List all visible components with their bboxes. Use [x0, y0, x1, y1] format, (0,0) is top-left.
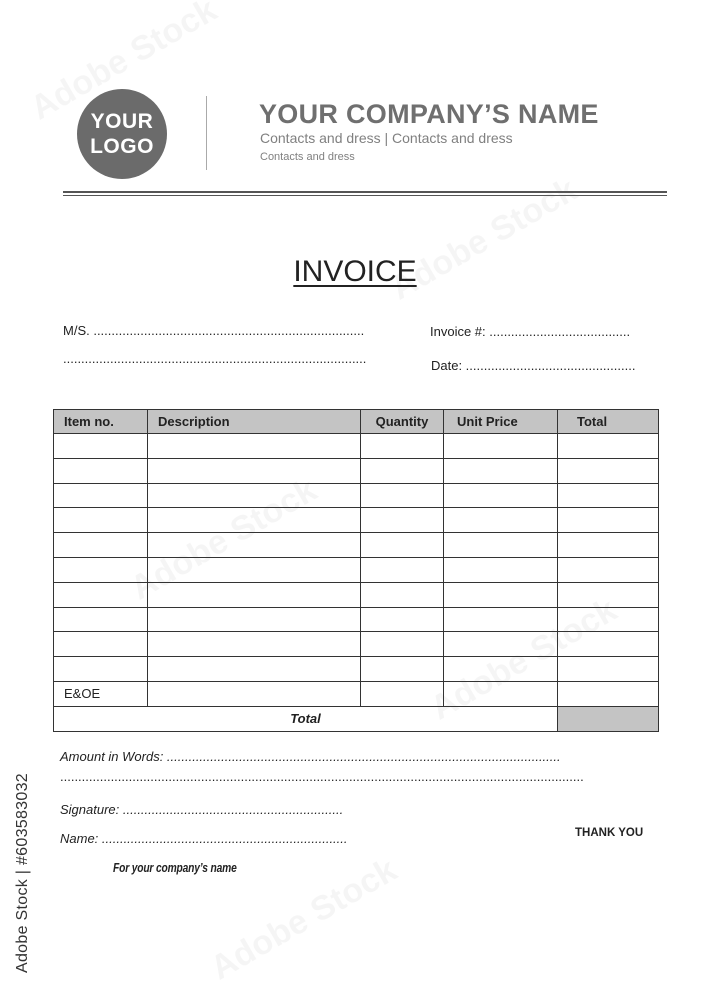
table-cell[interactable] — [558, 681, 659, 706]
table-row — [54, 632, 659, 657]
table-cell[interactable] — [148, 582, 361, 607]
signature-field: Signature: ............................................................. — [60, 802, 344, 817]
table-cell[interactable] — [54, 582, 148, 607]
table-cell[interactable] — [444, 557, 558, 582]
table-cell[interactable] — [361, 557, 444, 582]
table-cell[interactable] — [558, 582, 659, 607]
table-cell[interactable] — [361, 434, 444, 459]
header-rule — [63, 191, 667, 193]
items-table — [53, 409, 659, 732]
ms-field-line2: .................................................................................... — [63, 351, 367, 366]
table-cell[interactable] — [148, 632, 361, 657]
table-cell[interactable] — [444, 508, 558, 533]
table-header-row — [54, 410, 659, 434]
header-item-no: Item no. — [54, 410, 148, 434]
table-cell[interactable] — [148, 458, 361, 483]
header-rule-thin — [63, 195, 667, 196]
company-name: YOUR COMPANY’S NAME — [259, 99, 599, 129]
invoice-title — [0, 255, 710, 289]
invoice-title-text: INVOICE — [293, 255, 417, 288]
header-quantity: Quantity — [361, 410, 444, 434]
table-cell[interactable] — [54, 557, 148, 582]
ms-field: M/S. ........................................................................... — [63, 323, 365, 338]
amount-in-words-field: Amount in Words: ............................................................................................................. — [60, 749, 561, 764]
table-cell[interactable] — [361, 483, 444, 508]
table-cell[interactable] — [54, 607, 148, 632]
table-cell[interactable] — [444, 533, 558, 558]
table-cell[interactable] — [558, 607, 659, 632]
table-row — [54, 533, 659, 558]
table-row — [54, 582, 659, 607]
header-description: Description — [148, 410, 361, 434]
amount-in-words-line2: ................................................................................................................................................. — [60, 769, 584, 784]
table-cell[interactable] — [54, 458, 148, 483]
company-contact-line2: Contacts and dress — [260, 151, 355, 163]
table-cell[interactable] — [444, 607, 558, 632]
stock-id-label — [9, 758, 37, 988]
table-cell[interactable] — [444, 632, 558, 657]
table-cell[interactable] — [361, 607, 444, 632]
table-cell[interactable] — [148, 557, 361, 582]
table-cell[interactable] — [361, 458, 444, 483]
table-cell[interactable] — [148, 533, 361, 558]
table-row — [54, 557, 659, 582]
table-cell[interactable] — [148, 681, 361, 706]
header-unit-price: Unit Price — [444, 410, 558, 434]
table-row-eoe — [54, 681, 659, 706]
thank-you-text: THANK YOU — [575, 827, 644, 839]
eoe-label: E&OE — [54, 681, 148, 706]
table-cell[interactable] — [444, 582, 558, 607]
table-cell[interactable] — [148, 434, 361, 459]
name-field: Name: .................................................................... — [60, 831, 348, 846]
for-company-signature: For your company’s name — [113, 861, 237, 875]
logo-text-line2: LOGO — [90, 135, 154, 158]
table-cell[interactable] — [558, 557, 659, 582]
table-cell[interactable] — [558, 458, 659, 483]
table-total-row — [54, 706, 659, 731]
table-cell[interactable] — [54, 632, 148, 657]
table-cell[interactable] — [361, 632, 444, 657]
table-cell[interactable] — [558, 533, 659, 558]
invoice-number-field: Invoice #: ....................................... — [430, 324, 631, 339]
logo — [77, 89, 167, 179]
table-cell[interactable] — [558, 632, 659, 657]
table-cell[interactable] — [54, 508, 148, 533]
table-cell[interactable] — [54, 483, 148, 508]
company-contact-line1: Contacts and dress | Contacts and dress — [260, 130, 513, 146]
logo-text-line1: YOUR — [90, 110, 154, 133]
table-cell[interactable] — [444, 681, 558, 706]
table-cell[interactable] — [444, 434, 558, 459]
table-row — [54, 508, 659, 533]
table-cell[interactable] — [361, 681, 444, 706]
table-cell[interactable] — [148, 508, 361, 533]
table-cell[interactable] — [361, 657, 444, 682]
table-cell[interactable] — [558, 434, 659, 459]
table-row — [54, 483, 659, 508]
table-row — [54, 607, 659, 632]
table-cell[interactable] — [148, 483, 361, 508]
total-label: Total — [54, 706, 558, 731]
stock-id-text: Adobe Stock | #603583032 — [14, 773, 31, 973]
table-row — [54, 458, 659, 483]
table-cell[interactable] — [54, 533, 148, 558]
table-cell[interactable] — [361, 582, 444, 607]
table-cell[interactable] — [444, 483, 558, 508]
header-divider — [206, 96, 207, 170]
total-value-cell[interactable] — [558, 706, 659, 731]
table-row — [54, 434, 659, 459]
table-cell[interactable] — [148, 607, 361, 632]
table-row — [54, 657, 659, 682]
table-cell[interactable] — [558, 508, 659, 533]
table-cell[interactable] — [54, 657, 148, 682]
header-total: Total — [558, 410, 659, 434]
table-cell[interactable] — [148, 657, 361, 682]
table-cell[interactable] — [54, 434, 148, 459]
table-cell[interactable] — [558, 483, 659, 508]
table-cell[interactable] — [558, 657, 659, 682]
table-cell[interactable] — [361, 533, 444, 558]
date-field: Date: ............................................... — [431, 358, 636, 373]
table-cell[interactable] — [444, 458, 558, 483]
table-cell[interactable] — [361, 508, 444, 533]
table-cell[interactable] — [444, 657, 558, 682]
